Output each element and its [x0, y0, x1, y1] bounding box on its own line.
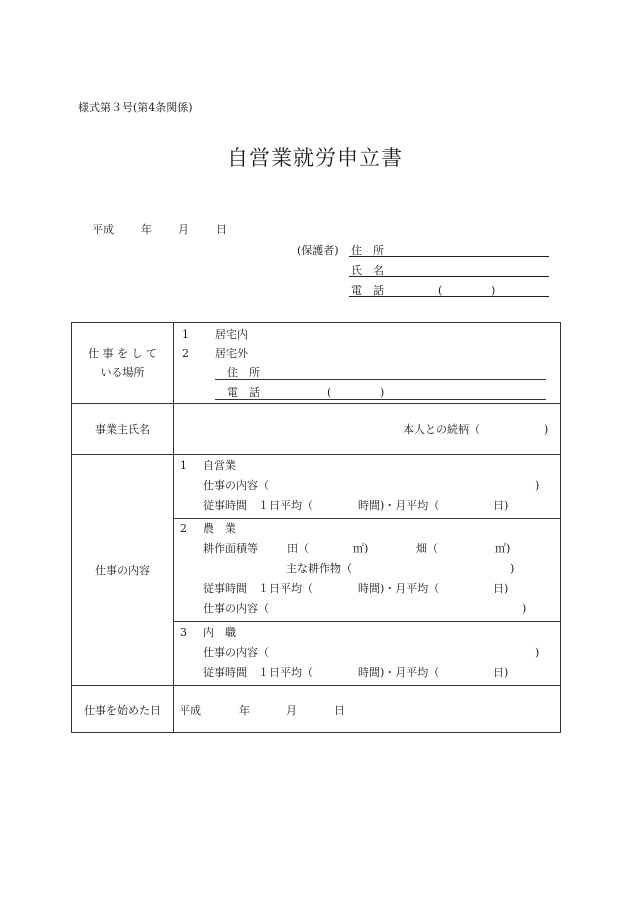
farm-crops-label: 主な耕作物（ [286, 562, 352, 575]
workplace-option2-number: 2 [182, 347, 189, 360]
start-date-label: 仕事を始めた日 [84, 704, 161, 717]
home-content-paren-close: ) [535, 646, 540, 659]
self-hours-monthly: 時間)・月平均（ [358, 499, 440, 512]
farm-field-unit: ㎡) [495, 542, 511, 555]
farm-hours-monthly: 時間)・月平均（ [358, 582, 440, 595]
job-content-label: 仕事の内容 [95, 564, 150, 577]
farm-hours-daily: 従事時間 １日平均（ [203, 582, 313, 595]
date-year: 年 [141, 223, 152, 236]
row-divider [72, 685, 560, 686]
workplace-label-line1: 仕 事 を し て [88, 347, 157, 360]
workplace-phone-label: 電 話 [227, 386, 260, 399]
farm-paddy-unit: ㎡) [353, 542, 369, 555]
workplace-option-outside[interactable]: 居宅外 [215, 347, 248, 360]
home-hours-days: 日) [493, 666, 509, 679]
document-title: 自営業就労申立書 [227, 146, 403, 170]
guardian-label: (保護者) [297, 244, 339, 257]
guardian-phone-paren-close: ) [491, 284, 496, 297]
sub-row-divider [173, 518, 560, 519]
farm-crops-paren-close: ) [510, 562, 515, 575]
workplace-option1-number: 1 [182, 328, 189, 341]
relation-paren-close: ) [544, 423, 549, 436]
start-date-era: 平成 [179, 704, 201, 717]
farm-hours-days: 日) [493, 582, 509, 595]
guardian-name-field[interactable] [349, 276, 549, 277]
form-number: 様式第３号(第4条関係) [78, 101, 193, 114]
relation-label: 本人との続柄（ [403, 423, 480, 436]
guardian-address-label: 住 所 [351, 244, 384, 257]
employer-label: 事業主氏名 [95, 423, 150, 436]
workplace-label-line2: いる場所 [100, 366, 145, 379]
self-employed-number: 1 [180, 459, 187, 472]
self-hours-days: 日) [493, 499, 509, 512]
farm-title[interactable]: 農 業 [203, 522, 236, 535]
date-day: 日 [216, 223, 227, 236]
workplace-address-field[interactable] [215, 379, 546, 380]
workplace-address-label: 住 所 [227, 366, 260, 379]
farm-content-paren-close: ) [522, 602, 527, 615]
self-content-label: 仕事の内容（ [203, 479, 269, 492]
guardian-phone-field[interactable] [349, 296, 549, 297]
home-work-title[interactable]: 内 職 [203, 626, 236, 639]
farm-field-label: 畑（ [416, 542, 438, 555]
self-content-paren-close: ) [535, 479, 540, 492]
farm-paddy-label: 田（ [287, 542, 309, 555]
home-hours-daily: 従事時間 １日平均（ [203, 666, 313, 679]
home-hours-monthly: 時間)・月平均（ [358, 666, 440, 679]
farm-area-label: 耕作面積等 [203, 542, 258, 555]
date-month: 月 [178, 223, 189, 236]
start-date-day: 日 [334, 704, 345, 717]
start-date-month: 月 [286, 704, 297, 717]
farm-content-label: 仕事の内容（ [203, 602, 269, 615]
self-employed-title[interactable]: 自営業 [203, 459, 236, 472]
guardian-phone-label: 電 話 [351, 284, 384, 297]
workplace-option-home[interactable]: 居宅内 [215, 328, 248, 341]
start-date-year: 年 [239, 704, 250, 717]
workplace-phone-paren-close: ) [380, 386, 385, 399]
home-content-label: 仕事の内容（ [203, 646, 269, 659]
workplace-phone-field[interactable] [215, 399, 546, 400]
farm-number: 2 [180, 522, 187, 535]
date-era: 平成 [92, 223, 114, 236]
guardian-name-label: 氏 名 [351, 264, 384, 277]
guardian-phone-paren-open: ( [438, 284, 443, 297]
workplace-phone-paren-open: ( [327, 386, 332, 399]
self-hours-daily: 従事時間 １日平均（ [203, 499, 313, 512]
sub-row-divider [173, 621, 560, 622]
home-work-number: 3 [180, 626, 187, 639]
row-divider [72, 454, 560, 455]
guardian-address-field[interactable] [349, 256, 549, 257]
column-divider [173, 323, 174, 732]
row-divider [72, 403, 560, 404]
application-table [71, 322, 561, 733]
